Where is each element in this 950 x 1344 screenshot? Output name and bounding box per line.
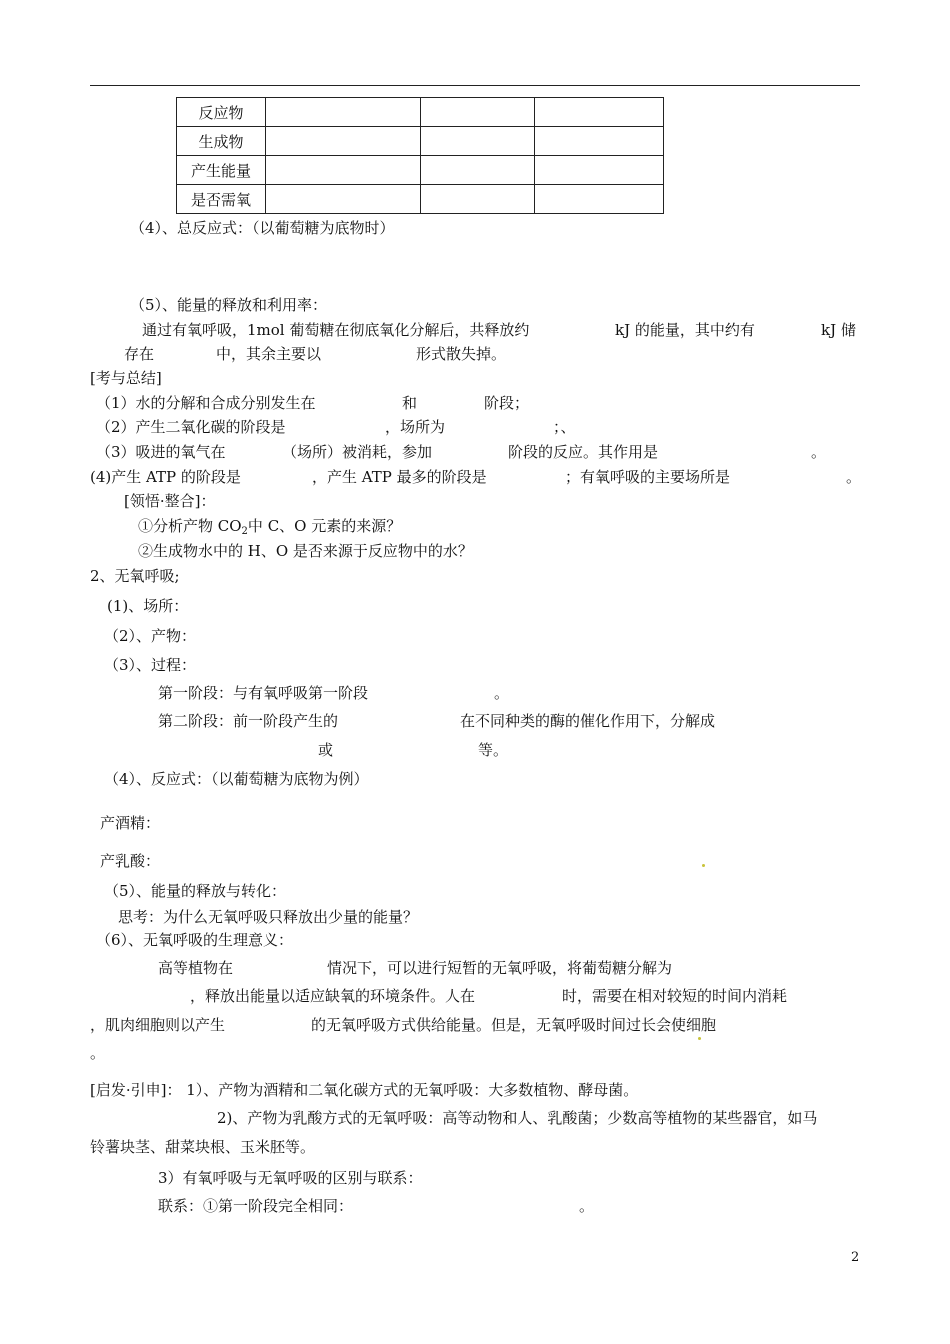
text-line: 在不同种类的酶的催化作用下，分解成 [460,712,716,730]
text-line: 高等植物在 [158,959,234,977]
question-line: （场所）被消耗，参加 [282,443,433,461]
text-line: kJ 的能量，其中约有 [615,321,755,339]
text-line: 。 [90,1044,106,1062]
blank-cell [421,98,535,127]
question-line: （1）水的分解和合成分别发生在 [96,394,316,412]
speck-mark [702,864,705,867]
speck-mark [698,1037,701,1040]
question-line [138,516,401,542]
question-line: ②生成物水中的 H、O 是否来源于反应物中的水？ [138,542,473,560]
question-line: (4)产生 ATP 的阶段是 [90,468,241,486]
text-line: 的无氧呼吸方式供给能量。但是，无氧呼吸时间过长会使细胞 [311,1016,717,1034]
page-number: 2 [851,1250,860,1265]
table-row [177,156,664,185]
total-reaction-heading: （4）、总反应式：（以葡萄糖为底物时） [130,219,395,237]
header-rule [90,85,860,86]
subscript: 2 [241,526,248,537]
question-line: 阶段的反应。其作用是 [508,443,659,461]
blank-cell [535,127,664,156]
text-line: 通过有氧呼吸，1mol 葡萄糖在彻底氧化分解后，共释放约 [142,321,530,339]
text-line: （4）、反应式：（以葡萄糖为底物为例） [104,770,369,788]
text-line: 。 [494,684,510,702]
table-row [177,98,664,127]
blank-cell [421,156,535,185]
row-label: 反应物 [177,98,266,127]
text-line: 第一阶段：与有氧呼吸第一阶段 [158,684,369,702]
text-line: （2）、产物： [104,627,197,645]
text-line: (1)、场所： [107,597,189,615]
text-line: 第二阶段：前一阶段产生的 [158,712,339,730]
question-line: 阶段； [484,394,530,412]
question-line: 和 [402,394,418,412]
text-line: ，释放出能量以适应缺氧的环境条件。人在 [190,987,476,1005]
section-heading: [考与总结] [90,369,162,387]
question-line: （2）产生二氧化碳的阶段是 [96,418,286,436]
blank-cell [535,98,664,127]
section-heading: [领悟·整合]： [124,492,216,510]
question-line: ，产生 ATP 最多的阶段是 [312,468,487,486]
text-line: 情况下，可以进行短暂的无氧呼吸，将葡萄糖分解为 [327,959,673,977]
blank-cell [421,127,535,156]
question-line: 。 [811,443,827,461]
blank-cell [266,185,421,214]
text-line: 时，需要在相对较短的时间内消耗 [562,987,788,1005]
row-label: 生成物 [177,127,266,156]
row-label: 产生能量 [177,156,266,185]
blank-cell [266,127,421,156]
question-line: ，场所为 [385,418,446,436]
text-line: 形式散失掉。 [416,345,507,363]
blank-cell [535,156,664,185]
text-line: kJ 储 [821,321,856,339]
table-row [177,185,664,214]
text-line: 或 [318,741,334,759]
text-line: （5）、能量的释放与转化： [104,882,287,900]
text-line: 。 [579,1197,595,1215]
row-label: 是否需氧 [177,185,266,214]
text-line: 产酒精： [100,814,161,832]
text-line: 3）有氧呼吸与无氧呼吸的区别与联系： [158,1169,423,1187]
text-line: 2)、产物为乳酸方式的无氧呼吸：高等动物和人、乳酸菌；少数高等植物的某些器官，如马 [217,1109,818,1127]
text-line: ，肌肉细胞则以产生 [90,1016,226,1034]
energy-release-heading: （5）、能量的释放和利用率： [130,296,328,314]
text-segment: 中 C、O 元素的来源？ [247,517,402,535]
table-row [177,127,664,156]
text-line: 产乳酸： [100,852,161,870]
text-line: 等。 [478,741,509,759]
blank-cell [535,185,664,214]
question-line: 。 [846,468,862,486]
question-line: ；、 [553,418,576,436]
text-line: （6）、无氧呼吸的生理意义： [96,931,294,949]
question-line: ；有氧呼吸的主要场所是 [565,468,731,486]
blank-cell [421,185,535,214]
blank-cell [266,156,421,185]
text-line: （3）、过程： [104,656,197,674]
blank-cell [266,98,421,127]
comparison-table [176,97,664,214]
text-line: [启发·引申]： 1）、产物为酒精和二氧化碳方式的无氧呼吸：大多数植物、酵母菌。 [90,1081,639,1099]
text-line: 铃薯块茎、甜菜块根、玉米胚等。 [90,1138,316,1156]
text-line: 思考：为什么无氧呼吸只释放出少量的能量？ [118,908,419,926]
text-segment: ①分析产物 CO [138,517,242,535]
text-line: 存在 [124,345,155,363]
text-line: 联系：①第一阶段完全相同： [158,1197,354,1215]
text-line: 中，其余主要以 [216,345,322,363]
question-line: （3）吸进的氧气在 [96,443,226,461]
section-heading: 2、无氧呼吸; [90,567,180,585]
